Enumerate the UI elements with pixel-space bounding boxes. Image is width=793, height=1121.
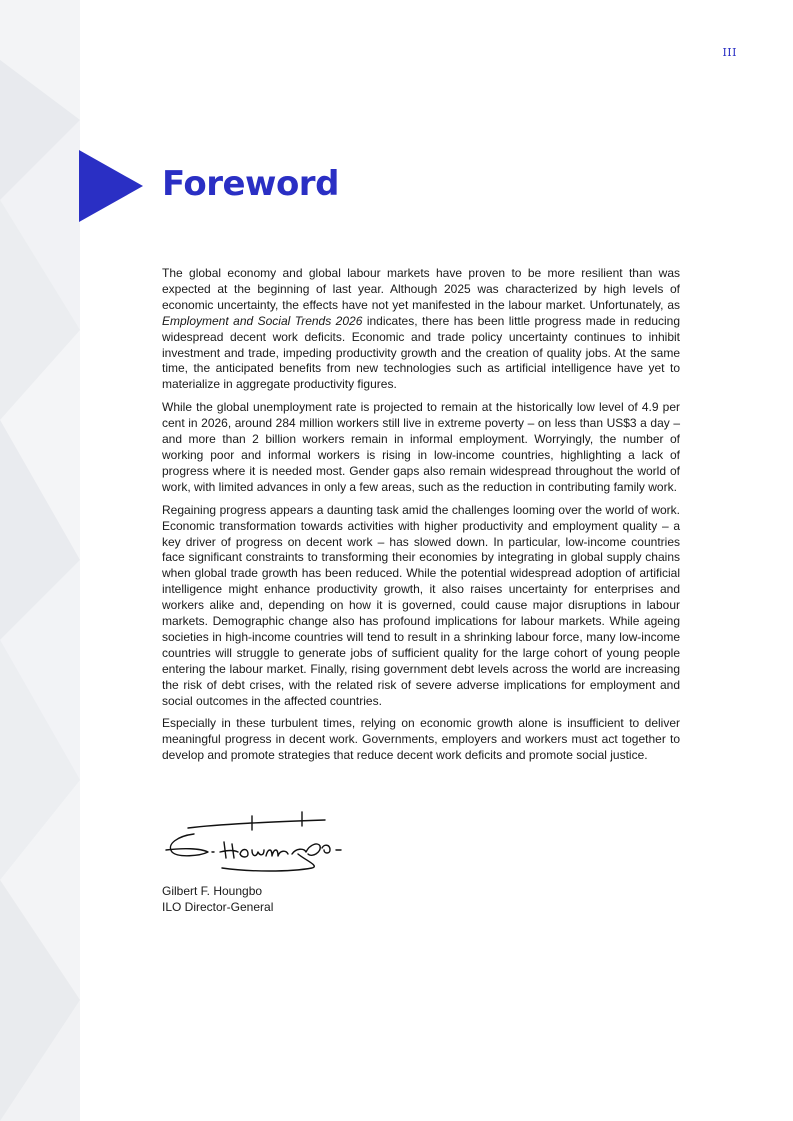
signatory-block [162, 883, 273, 915]
left-decorative-band [0, 0, 80, 1121]
foreword-body [162, 266, 680, 771]
page-number: III [722, 46, 737, 59]
report-title-italic: Employment and Social Trends 2026 [162, 313, 363, 328]
signatory-role: ILO Director-General [162, 900, 274, 914]
band-facets [0, 0, 80, 1121]
signature-icon [160, 808, 350, 878]
signatory-name: Gilbert F. Houngbo [162, 884, 263, 898]
paragraph-1-end: indicates, there has been little progress made in reducing widespread decent work deficits. Economic and trade policy uncertainty continues to inhibit investment and trade, impeding productivity growth and the creation of quality jobs. At the same time, the anticipated benefits from new technologies such as artificial intelligence have yet to materialize in aggregate productivity figures. [162, 313, 681, 392]
paragraph-1 [162, 266, 680, 393]
paragraph-2: While the global unemployment rate is projected to remain at the historically low level of 4.9 per cent in 2026, around 284 million workers still live in extreme poverty – on less than US$3 a day – and more than 2 billion workers remain in informal employment. Worryingly, the number of working poor and informal workers is rising in low-income countries, highlighting a lack of progress where it is needed most. Gender gaps also remain widespread throughout the world of work, with limited advances in only a few areas, such as the reduction in contributing family work. [162, 400, 680, 494]
paragraph-3: Regaining progress appears a daunting task amid the challenges looming over the world of work. Economic transformation towards activities with higher productivity and employment quality – a key driver of progress on decent work – has slowed down. In particular, low-income countries face significant constraints to transforming their economies by integrating in global supply chains when global trade growth has been reduced. While the potential widespread adoption of artificial intelligence might enhance productivity growth, it also raises uncertainty for enterprises and workers alike and, depending on how it is governed, could cause major disruptions in labour markets. Demographic change also has profound implications for labour markets. While ageing societies in high-income countries will tend to result in a shrinking labour force, many low-income countries will struggle to generate jobs of sufficient quality for the large cohort of young people entering the labour market. Finally, rising government debt levels across the world are increasing the risk of debt crises, with the related risk of severe adverse implications for employment and social outcomes in the affected countries. [162, 502, 680, 708]
paragraph-4: Especially in these turbulent times, relying on economic growth alone is insufficient to deliver meaningful progress in decent work. Governments, employers and workers must act together to develop and promote strategies that reduce decent work deficits and promote social justice. [162, 716, 680, 763]
paragraph-1-start: The global economy and global labour markets have proven to be more resilient than was expected at the beginning of last year. Although 2025 was characterized by high levels of economic uncertainty, the effects have not yet manifested in the labour market. Unfortunately, as [162, 266, 680, 312]
title-arrow-icon [79, 150, 143, 222]
page-title: Foreword [162, 164, 339, 204]
